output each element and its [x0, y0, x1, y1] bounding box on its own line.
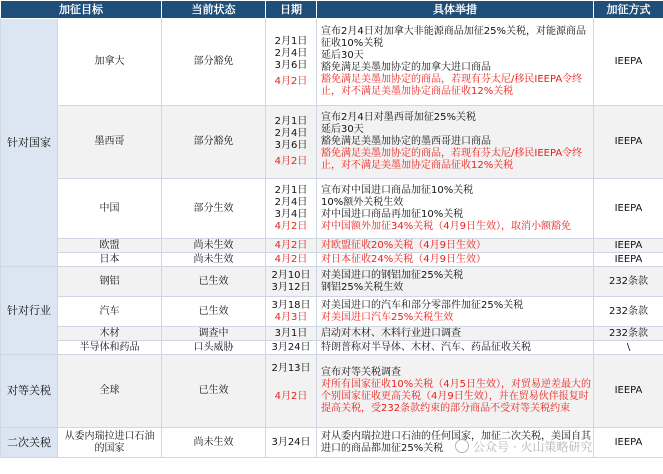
measure-cell [317, 19, 594, 106]
table-row [1, 253, 663, 267]
category-industry: 针对行业 [1, 267, 58, 355]
measure-text: 10%额外关税生效 [321, 196, 404, 208]
header-row [1, 1, 663, 19]
measure-text-highlight: 豁免满足美墨加协定的商品，若现有芬太尼/移民IEEPA令终止，对不满足美墨加协定商品征收12%关税 [321, 74, 583, 97]
measure-text: 宣布对等关税调查 [321, 367, 401, 378]
method-cell: IEEPA [594, 428, 663, 458]
status-cell: 口头威胁 [162, 341, 266, 355]
measure-cell [317, 179, 594, 239]
measure-text-highlight: 豁免满足美墨加协定的商品，若现有芬太尼/移民IEEPA令终止，对不满足美墨加协定商品征收12%关税 [321, 148, 583, 171]
date-text: 2月4日 [274, 128, 308, 139]
measure-text: 延后30天 [321, 50, 364, 61]
target-cell: 从委内瑞拉进口石油的国家 [58, 428, 162, 458]
date-text: 3月4日 [274, 208, 308, 220]
measure-cell: 特朗普称对半导体、木材、汽车、药品征收关税 [317, 341, 594, 355]
wechat-icon [455, 439, 469, 453]
method-cell: 232条款 [594, 327, 663, 341]
target-cell: 中国 [58, 179, 162, 239]
category-country: 针对国家 [1, 19, 58, 267]
status-cell: 部分豁免 [162, 19, 266, 106]
measure-cell: 对从委内瑞拉进口石油的任何国家，加征二次关税，美国自其进口的商品都加征25%关税 [317, 428, 594, 458]
date-text: 3月6日 [274, 140, 308, 151]
date-text: 2月1日 [274, 36, 308, 47]
date-text-highlight: 4月2日 [274, 220, 308, 232]
header-status: 当前状态 [162, 1, 266, 19]
table-row [1, 327, 663, 341]
date-text-highlight: 4月3日 [274, 311, 308, 323]
target-cell: 日本 [58, 253, 162, 267]
method-cell: 232条款 [594, 267, 663, 297]
measure-cell [317, 297, 594, 327]
date-text: 2月4日 [274, 48, 308, 59]
status-cell: 部分生效 [162, 179, 266, 239]
target-cell: 全球 [58, 355, 162, 428]
category-reciprocal: 对等关税 [1, 355, 58, 428]
measure-cell: 对欧盟征收20%关税（4月9日生效） [317, 239, 594, 253]
date-text-highlight: 4月2日 [274, 76, 308, 87]
table-row [1, 239, 663, 253]
header-date: 日期 [266, 1, 317, 19]
date-cell [266, 179, 317, 239]
measure-text: 钢铝25%关税生效 [321, 281, 404, 293]
table-row [1, 267, 663, 297]
measure-text: 对美国进口的钢铝加征25%关税 [321, 269, 464, 281]
date-text-highlight: 4月2日 [274, 391, 308, 402]
table-row [1, 179, 663, 239]
status-cell: 已生效 [162, 355, 266, 428]
date-cell: 4月2日 [266, 253, 317, 267]
date-text: 2月13日 [271, 363, 311, 374]
date-text: 2月1日 [274, 116, 308, 127]
date-text: 3月18日 [271, 299, 311, 311]
header-measures: 具体举措 [317, 1, 594, 19]
status-cell: 尚未生效 [162, 253, 266, 267]
measure-cell [317, 106, 594, 179]
date-cell [266, 297, 317, 327]
status-cell: 已生效 [162, 267, 266, 297]
measure-text: 延后30天 [321, 124, 364, 135]
measure-text: 宣布2月4日对墨西哥加征25%关税 [321, 112, 476, 123]
method-cell: \ [594, 341, 663, 355]
header-target: 加征目标 [1, 1, 162, 19]
target-cell: 钢铝 [58, 267, 162, 297]
status-cell: 已生效 [162, 297, 266, 327]
table-row [1, 355, 663, 428]
target-cell: 半导体和药品 [58, 341, 162, 355]
date-cell: 4月2日 [266, 239, 317, 253]
method-cell: IEEPA [594, 19, 663, 106]
date-cell [266, 106, 317, 179]
measure-cell: 启动对木材、木料行业进口调查 [317, 327, 594, 341]
measure-text-highlight: 对美国进口汽车25%关税生效 [321, 311, 454, 323]
target-cell: 欧盟 [58, 239, 162, 253]
measure-text: 豁免满足美墨加协定的加拿大进口商品 [321, 62, 491, 73]
method-cell: IEEPA [594, 253, 663, 267]
method-cell: IEEPA [594, 355, 663, 428]
measure-text: 豁免满足美墨加协定的墨西哥进口商品 [321, 136, 491, 147]
header-method: 加征方式 [594, 1, 663, 19]
date-cell: 3月24日 [266, 428, 317, 458]
method-cell: IEEPA [594, 239, 663, 253]
date-cell [266, 355, 317, 428]
status-cell: 尚未生效 [162, 239, 266, 253]
table-row [1, 341, 663, 355]
measure-cell: 对日本征收24%关税（4月9日生效） [317, 253, 594, 267]
measure-cell [317, 355, 594, 428]
date-text: 3月6日 [274, 60, 308, 71]
category-secondary: 二次关税 [1, 428, 58, 458]
measure-text: 宣布对中国进口商品加征10%关税 [321, 184, 474, 196]
measure-text: 对中国进口商品再加征10%关税 [321, 208, 464, 220]
date-text: 2月1日 [274, 184, 308, 196]
table-row [1, 19, 663, 106]
method-cell: IEEPA [594, 106, 663, 179]
date-cell: 3月1日 [266, 327, 317, 341]
watermark [455, 438, 592, 455]
method-cell: IEEPA [594, 179, 663, 239]
target-cell: 加拿大 [58, 19, 162, 106]
target-cell: 木材 [58, 327, 162, 341]
date-text: 2月10日 [271, 269, 311, 281]
measure-text-highlight: 对中国额外加征34%关税（4月9日生效），取消小额豁免 [321, 220, 571, 232]
date-text: 2月4日 [274, 196, 308, 208]
measure-cell [317, 267, 594, 297]
method-cell: 232条款 [594, 297, 663, 327]
target-cell: 墨西哥 [58, 106, 162, 179]
date-cell [266, 19, 317, 106]
target-cell: 汽车 [58, 297, 162, 327]
table-row [1, 297, 663, 327]
date-text-highlight: 4月2日 [274, 156, 308, 167]
status-cell: 部分豁免 [162, 106, 266, 179]
status-cell: 尚未生效 [162, 428, 266, 458]
date-cell [266, 267, 317, 297]
measure-text: 宣布2月4日对加拿大非能源商品加征25%关税，对能源商品征收10%关税 [321, 26, 586, 49]
measure-text: 对美国进口的汽车和部分零部件加征25%关税 [321, 299, 524, 311]
table-row [1, 106, 663, 179]
measure-text-highlight: 对所有国家征收10%关税（4月5日生效），对贸易逆差最大的个别国家征收更高关税（4月9日生效），并在贸易伙伴报复时提高关税，受232条款约束的部分商品不受对等关税约束 [321, 379, 591, 414]
status-cell: 调查中 [162, 327, 266, 341]
watermark-text: 公众号 · 火山策略研究 [473, 440, 593, 454]
date-cell: 3月24日 [266, 341, 317, 355]
date-text: 3月12日 [271, 281, 311, 293]
